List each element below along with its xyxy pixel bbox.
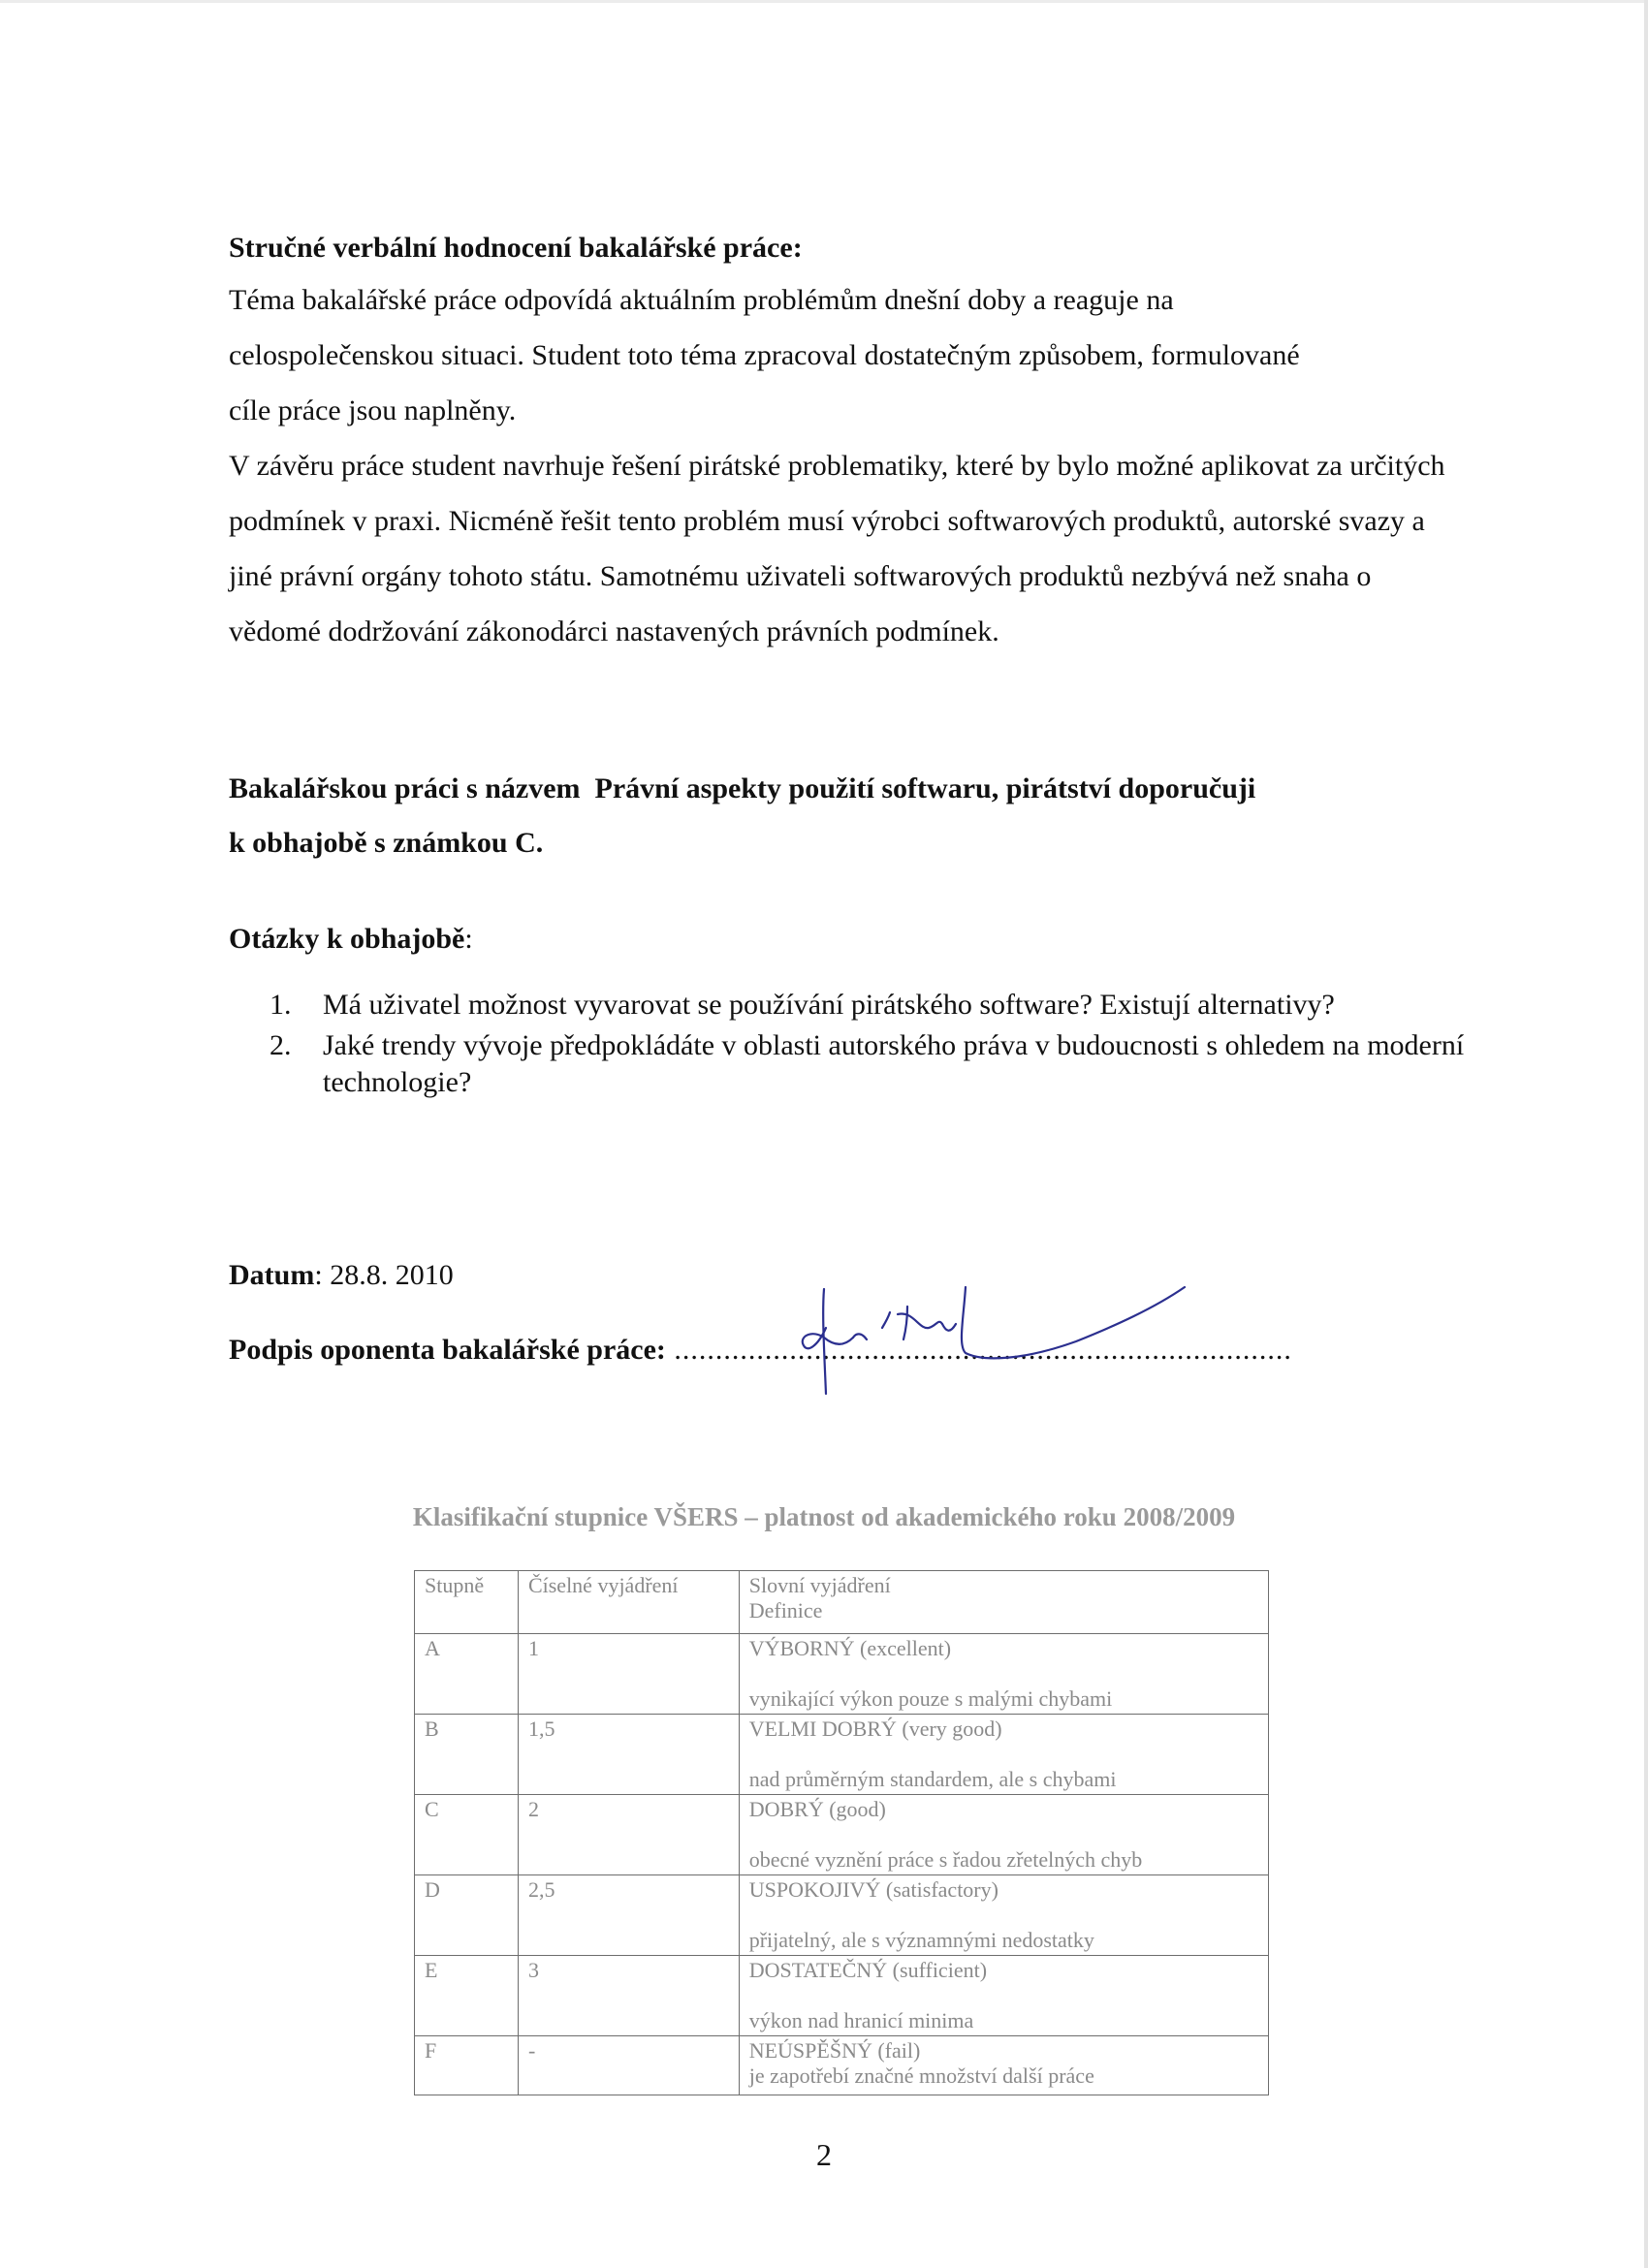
- numeric-cell: 2: [518, 1795, 739, 1875]
- grade-cell: C: [415, 1795, 519, 1875]
- scan-top-edge: [0, 0, 1648, 3]
- date-label: Datum: [229, 1259, 315, 1291]
- verbal-cell: [739, 1715, 1268, 1795]
- verbal-label: DOSTATEČNÝ (sufficient): [748, 1958, 988, 1982]
- numeric-cell: 3: [518, 1956, 739, 2036]
- verbal-label: VELMI DOBRÝ (very good): [748, 1717, 1002, 1741]
- grade-cell: A: [415, 1634, 519, 1715]
- scale-title: Klasifikační stupnice VŠERS – platnost od akademického roku 2008/2009: [412, 1502, 1236, 1531]
- handwritten-signature: [785, 1270, 1202, 1405]
- definition-text: nad průměrným standardem, ale s chybami: [748, 1767, 1117, 1791]
- header-grade: Stupně: [415, 1571, 519, 1634]
- evaluation-paragraph-1: Téma bakalářské práce odpovídá aktuálním problémům dnešní doby a reaguje na celospolečenskou situaci. Student toto téma zpracoval dostatečným způsobem, formulované cíle práce jsou naplněny.: [229, 284, 1300, 426]
- grade-cell: E: [415, 1956, 519, 2036]
- verbal-label: NEÚSPĚŠNÝ (fail): [748, 2038, 921, 2063]
- verbal-cell: [739, 1875, 1268, 1956]
- definition-text: přijatelný, ale s významnými nedostatky: [748, 1928, 1094, 1952]
- table-row: [415, 1875, 1269, 1956]
- verbal-cell: [739, 1634, 1268, 1715]
- definition-text: je zapotřebí značné množství další práce: [748, 2063, 1094, 2088]
- grade-cell: B: [415, 1715, 519, 1795]
- question-text: Jaké trendy vývoje předpokládáte v oblasti autorského práva v budoucnosti s ohledem na moderní technologie?: [323, 1029, 1465, 1098]
- verbal-label: DOBRÝ (good): [748, 1797, 886, 1821]
- recommendation-line-1: Bakalářskou práci s názvem Právní aspekty použití softwaru, pirátství doporučuji: [229, 772, 1256, 804]
- questions-heading-colon: :: [464, 923, 473, 955]
- signature-label: Podpis oponenta bakalářské práce:: [229, 1334, 666, 1366]
- verbal-cell: [739, 2036, 1268, 2095]
- question-number: 2.: [269, 1029, 292, 1061]
- numeric-cell: -: [518, 2036, 739, 2095]
- table-row: [415, 1956, 1269, 2036]
- page-number: 2: [816, 2137, 832, 2172]
- signature-dots: ...........................................................................: [665, 1334, 1292, 1366]
- questions-heading: [229, 915, 1489, 963]
- table-header-row: [415, 1571, 1269, 1634]
- question-item: [269, 1027, 1481, 1101]
- numeric-cell: 1,5: [518, 1715, 739, 1795]
- numeric-cell: 2,5: [518, 1875, 739, 1956]
- evaluation-heading: Stručné verbální hodnocení bakalářské práce:: [229, 232, 803, 264]
- table-row: [415, 1795, 1269, 1875]
- date-value: 28.8. 2010: [322, 1259, 454, 1291]
- verbal-label: VÝBORNÝ (excellent): [748, 1636, 952, 1660]
- header-verbal-label: Slovní vyjádření: [748, 1573, 891, 1597]
- evaluation-section: [229, 224, 1489, 659]
- definition-text: obecné vyznění práce s řadou zřetelných chyb: [748, 1847, 1143, 1872]
- header-definition-label: Definice: [748, 1598, 823, 1622]
- question-item: [269, 987, 1481, 1024]
- table-row: [415, 1634, 1269, 1715]
- recommendation-line-2: k obhajobě s známkou C.: [229, 827, 544, 859]
- verbal-cell: [739, 1956, 1268, 2036]
- grade-cell: F: [415, 2036, 519, 2095]
- table-row: [415, 1715, 1269, 1795]
- questions-list: [269, 987, 1481, 1105]
- verbal-label: USPOKOJIVÝ (satisfactory): [748, 1877, 998, 1902]
- evaluation-paragraph-2: V závěru práce student navrhuje řešení pirátské problematiky, které by bylo možné aplikovat za určitých podmínek v praxi. Nicméně řešit tento problém musí výrobci softwarových produktů, autorské svazy a jiné právní orgány tohoto státu. Samotnému uživateli softwarových produktů nezbývá než snaha o vědomé dodržování zákonodárci nastavených právních podmínek.: [229, 450, 1445, 647]
- grading-scale-table: [414, 1570, 1269, 2095]
- header-numeric: Číselné vyjádření: [518, 1571, 739, 1634]
- recommendation-section: [229, 762, 1489, 870]
- table-row: [415, 2036, 1269, 2095]
- question-number: 1.: [269, 989, 292, 1021]
- date-colon: :: [314, 1259, 323, 1291]
- grade-cell: D: [415, 1875, 519, 1956]
- definition-text: vynikající výkon pouze s malými chybami: [748, 1686, 1113, 1711]
- definition-text: výkon nad hranicí minima: [748, 2008, 974, 2032]
- scan-right-edge: [1644, 0, 1648, 2268]
- question-text: Má uživatel možnost vyvarovat se používání pirátského software? Existují alternativy?: [323, 989, 1335, 1021]
- header-verbal: [739, 1571, 1268, 1634]
- questions-heading-label: Otázky k obhajobě: [229, 923, 465, 955]
- numeric-cell: 1: [518, 1634, 739, 1715]
- verbal-cell: [739, 1795, 1268, 1875]
